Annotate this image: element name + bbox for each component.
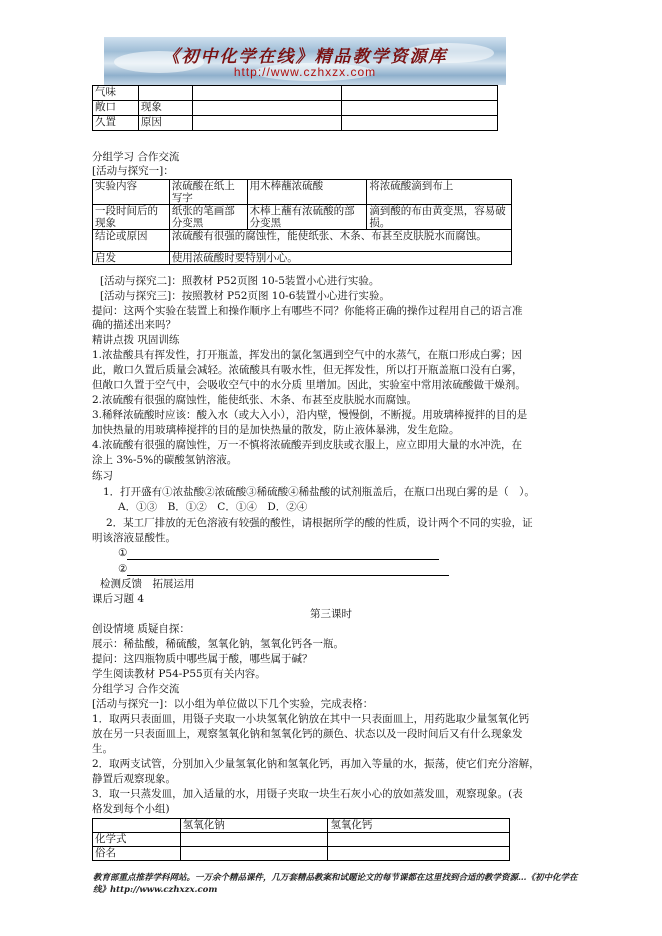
body-line: 3.稀释浓硫酸时应该：酸入水（或大入小），沿内壁，慢慢倒，不断搅。用玻璃棒搅拌的目的是: [92, 409, 528, 421]
body-line: 但敞口久置于空气中，会吸收空气中的水分质 里增加。因此，实验室中常用浓硫酸做干燥剂。: [92, 379, 526, 391]
feedback-label: 检测反馈 拓展运用: [100, 578, 195, 590]
table-header-cell: 氢氧化钠: [180, 819, 328, 833]
body-line: 生。: [92, 743, 113, 755]
table-cell: [138, 86, 192, 101]
table-cell: 原因: [138, 116, 192, 131]
table-row: [93, 847, 510, 861]
body-line: 2．取两支试管，分别加入少量氢氧化钠和氢氧化钙，再加入等量的水，振荡，使它们充分溶解，: [92, 758, 540, 770]
body-line: 提问：这两个实验在装置上和操作顺序上有哪些不同？你能将正确的操作过程用自己的语言准: [92, 305, 523, 317]
table-cell: 化学式: [93, 833, 181, 847]
exercise-q2-cont: 明该溶液显酸性。: [92, 532, 176, 544]
table-cell: 浓硫酸在纸上写字: [169, 180, 247, 205]
table-row: [93, 116, 498, 131]
experiment-table: [92, 179, 512, 265]
body-line: 此，敞口久置后质量会减轻。浓硫酸具有吸水性，但无挥发性，所以打开瓶盖瓶口没有白雾，: [92, 364, 523, 376]
page-footer: 教育部重点推荐学科网站。一万余个精品课件，几万套精品教案和试题论文的每节课都在这里找到合适的教学资源…《初中化学在线》http://www.czhxzx.com: [93, 873, 578, 895]
body-line: 1.浓盐酸具有挥发性，打开瓶盖，挥发出的氯化氢遇到空气中的水蒸气，在瓶口形成白雾；因: [92, 349, 523, 361]
table-cell: [192, 101, 342, 116]
table-cell: 使用浓硫酸时要特别小心。: [169, 252, 511, 265]
answer-blank-2: [118, 562, 449, 576]
table-row: [93, 180, 512, 205]
table-cell: 木棒上蘸有浓硫酸的部分变黑: [247, 205, 367, 230]
exercise-q2: 2．某工厂排放的无色溶液有较强的酸性，请根据所学的酸的性质，设计两个不同的实验，证: [106, 517, 533, 529]
answer-line: [127, 548, 439, 560]
table-row: [93, 101, 498, 116]
table-row: [93, 230, 512, 252]
table-cell: [192, 116, 342, 131]
banner-title: 《初中化学在线》精品教学资源库: [162, 47, 448, 67]
table-header-row: [93, 819, 510, 833]
answer-blank-1: [118, 546, 439, 560]
hydroxide-table: [92, 818, 510, 861]
table-row: [93, 86, 498, 101]
body-line: 分组学习 合作交流: [92, 683, 180, 695]
table-cell: 滴到酸的布由黄变黑，容易破损。: [367, 205, 512, 230]
practice-label: 练习: [92, 470, 113, 482]
table-row: [93, 252, 512, 265]
table-cell: 气味: [93, 86, 139, 101]
table-cell: [328, 833, 510, 847]
table-cell: 敞口: [93, 101, 139, 116]
odor-table: [92, 85, 498, 131]
table-cell: 启发: [93, 252, 170, 265]
table-header-cell: 氢氧化钙: [328, 819, 510, 833]
table-cell: 俗名: [93, 847, 181, 861]
answer-line: [127, 564, 449, 576]
table-cell: 浓硫酸有很强的腐蚀性，能使纸张、木条、布甚至皮肤脱水而腐蚀。: [169, 230, 511, 252]
table-cell: 纸张的笔画部分变黑: [169, 205, 247, 230]
table-cell: [342, 116, 498, 131]
body-line: 学生阅读教材 P54-P55页有关内容。: [92, 668, 266, 680]
table-cell: 久置: [93, 116, 139, 131]
body-line: 格发到每个小组): [92, 803, 170, 815]
table-cell: 用木棒蘸浓硫酸: [247, 180, 367, 205]
body-line: 2.浓硫酸有很强的腐蚀性，能使纸张、木条、布甚至皮肤脱水而腐蚀。: [92, 394, 418, 406]
blank-label: ①: [118, 547, 128, 559]
exercise-q1: 1．打开盛有①浓盐酸②浓硫酸③稀硫酸④稀盐酸的试剂瓶盖后，在瓶口出现白雾的是（ ）。: [103, 486, 535, 498]
table-cell: [328, 847, 510, 861]
table-row: [93, 833, 510, 847]
header-banner: [104, 37, 506, 85]
blank-label: ②: [118, 563, 128, 575]
body-line: 提问：这四瓶物质中哪些属于酸，哪些属于碱？: [92, 653, 313, 665]
body-line: 加快热量的用玻璃棒搅拌的目的是加快热量的散发，防止液体暴沸，发生危险。: [92, 424, 460, 436]
body-line: 展示：稀盐酸，稀硫酸，氢氧化钠，氢氧化钙各一瓶。: [92, 638, 344, 650]
table-cell: [180, 847, 328, 861]
exercise-q1-options: A．①③ B．①② C．①④ D．②④: [118, 501, 308, 513]
body-line: 确的描述出来吗？: [92, 319, 176, 331]
table-cell: 实验内容: [93, 180, 170, 205]
group-study-label: 分组学习 合作交流: [92, 151, 180, 163]
body-line: 静置后观察现象。: [92, 773, 176, 785]
activity1-label: [活动与探究一]：: [92, 165, 174, 177]
table-cell: 现象: [138, 101, 192, 116]
body-line: 精讲点拨 巩固训练: [92, 334, 180, 346]
table-cell: 结论或原因: [93, 230, 170, 252]
table-cell: [192, 86, 342, 101]
banner-url[interactable]: http://www.czhxzx.com: [233, 65, 377, 79]
table-cell: 一段时间后的现象: [93, 205, 170, 230]
body-line: 3．取一只蒸发皿，加入适量的水，用镊子夹取一块生石灰小心的放如蒸发皿，观察现象。(表: [92, 788, 523, 800]
table-cell: [180, 833, 328, 847]
body-line: 1．取两只表面皿，用镊子夹取一小块氢氧化钠放在其中一只表面皿上，用药匙取少量氢氧化钙: [92, 713, 530, 725]
homework-label: 课后习题 4: [92, 593, 145, 605]
table-cell: [93, 819, 181, 833]
section-title: 第三课时: [310, 608, 352, 620]
activity2-text: [活动与探究二]：照教材 P52页图 10-5装置小心进行实验。: [100, 275, 380, 287]
table-row: [93, 205, 512, 230]
body-line: 涂上 3%-5%的碳酸氢钠溶液。: [92, 454, 238, 466]
table-cell: [342, 101, 498, 116]
body-line: 4.浓硫酸有很强的腐蚀性，万一不慎将浓硫酸弄到皮肤或衣服上，应立即用大量的水冲洗，在: [92, 439, 523, 451]
table-cell: 将浓硫酸滴到布上: [367, 180, 512, 205]
body-line: 放在另一只表面皿上，观察氢氧化钠和氢氧化钙的颜色、状态以及一段时间后又有什么现象发: [92, 728, 523, 740]
body-line: [活动与探究一]：以小组为单位做以下几个实验，完成表格：: [92, 698, 374, 710]
body-line: 创设情境 质疑自探：: [92, 623, 190, 635]
table-cell: [342, 86, 498, 101]
activity3-text: [活动与探究三]：按照教材 P52页图 10-6装置小心进行实验。: [100, 290, 390, 302]
